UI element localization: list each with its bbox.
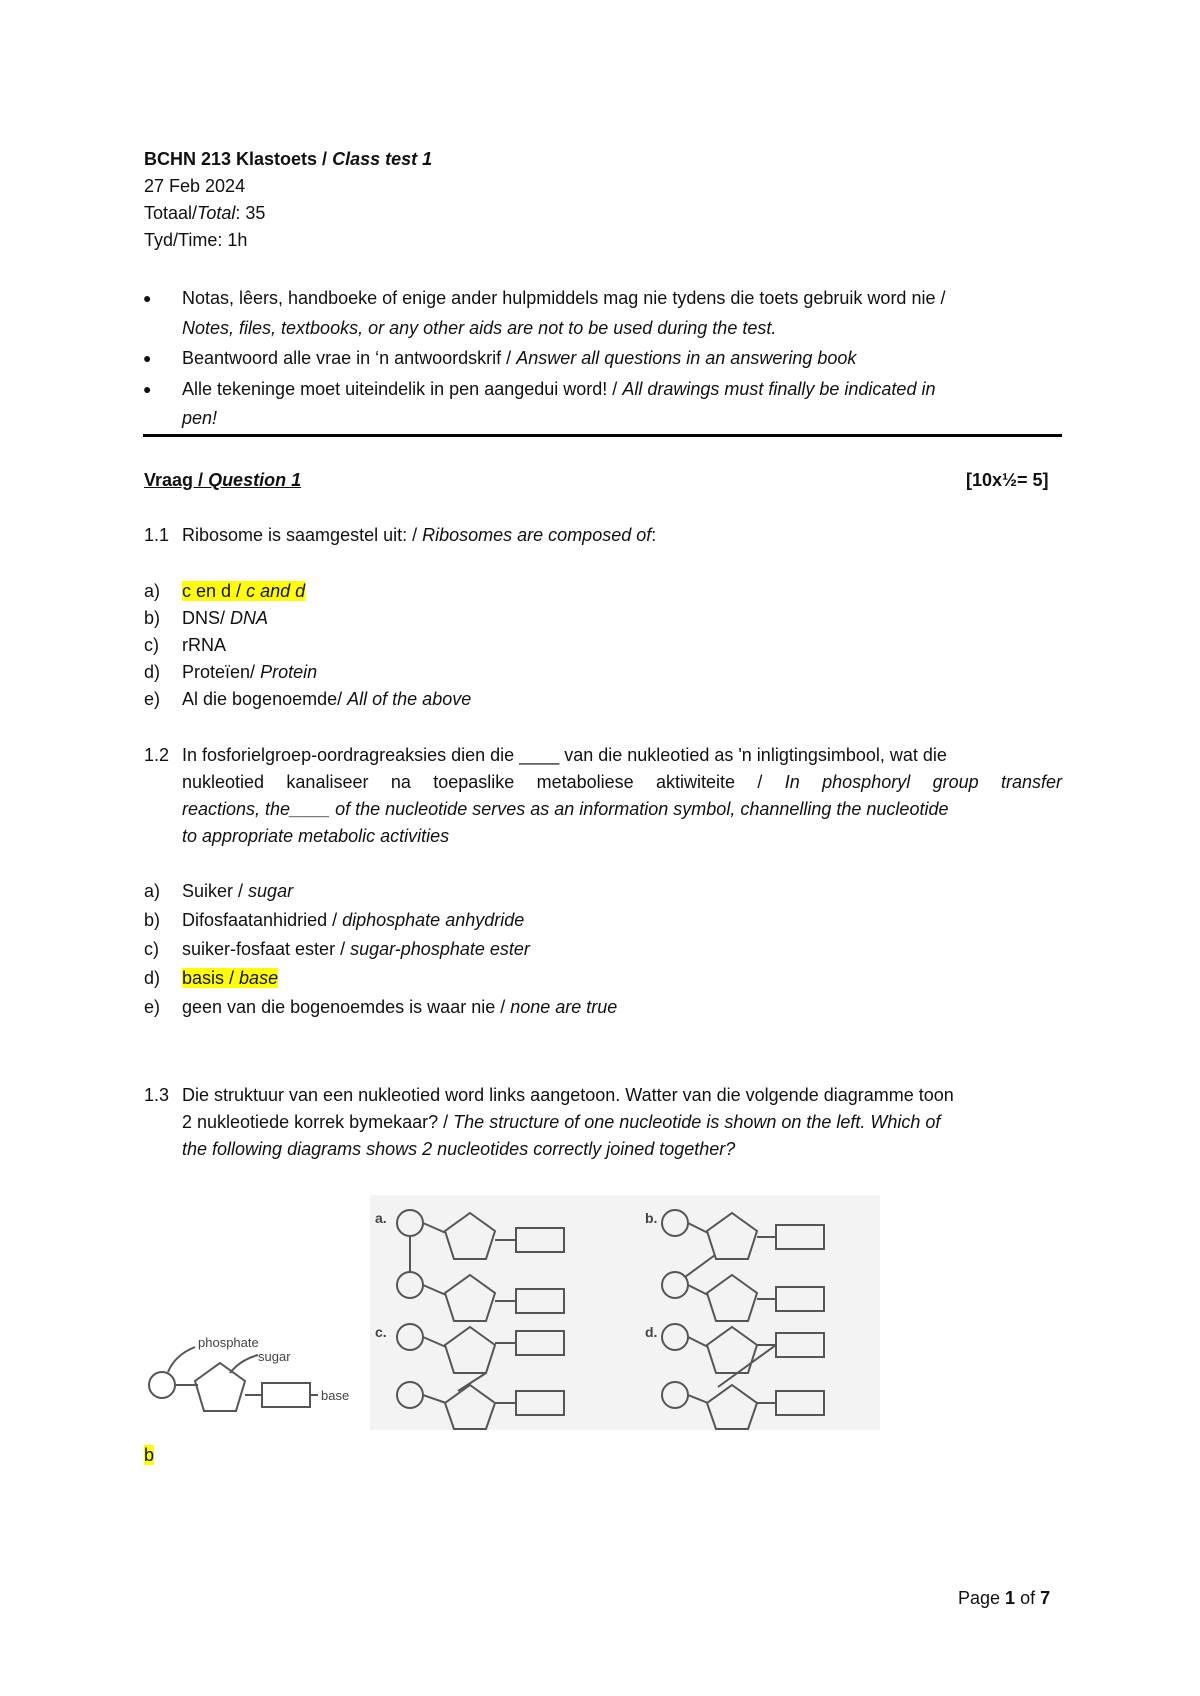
option-letter: d) [144, 968, 161, 988]
sugar-pentagon [445, 1327, 495, 1373]
option-letter: a) [144, 881, 161, 901]
q1-3-answer: b [144, 1445, 155, 1465]
bullet-icon: ● [143, 290, 152, 306]
nucleotide-diagrams [140, 1195, 880, 1435]
phosphate-bond [423, 1285, 446, 1295]
phosphate-circle [662, 1272, 688, 1298]
option-letter: e) [144, 689, 161, 709]
base-rectangle [776, 1391, 824, 1415]
exam-time: Tyd/Time: 1h [144, 230, 248, 250]
option-d: Proteïen/ Protein [182, 662, 318, 682]
base-rectangle [516, 1228, 564, 1252]
course-title-en: Class test 1 [332, 149, 433, 169]
backbone-bond [685, 1255, 715, 1277]
diagram-c [397, 1324, 564, 1429]
q1-2-line-4: to appropriate metabolic activities [182, 826, 450, 846]
option-letter: b) [144, 608, 161, 628]
diagram-b [662, 1210, 824, 1321]
diagram-a [397, 1210, 564, 1321]
sugar-pentagon [707, 1275, 757, 1321]
phosphate-bond [423, 1337, 446, 1347]
label-diagram-b: b. [645, 1210, 658, 1226]
option-letter: b) [144, 910, 161, 930]
q1-1-text: Ribosome is saamgestel uit: / Ribosomes are composed of: [182, 525, 657, 545]
nucleotide-figure [140, 1195, 880, 1435]
course-title [144, 146, 432, 173]
q1-2-line-1: In fosforielgroep-oordragreaksies dien die ____ van die nukleotied as 'n inligtingsimbool, wat die [182, 745, 947, 765]
q1-2-number: 1.2 [144, 745, 170, 765]
option-b: DNS/ DNA [182, 608, 269, 628]
sugar-pentagon [445, 1213, 495, 1259]
phosphate-bond [688, 1337, 708, 1347]
base-rectangle [776, 1287, 824, 1311]
option-letter: c) [144, 939, 159, 959]
phosphate-circle [662, 1382, 688, 1408]
label-diagram-d: d. [645, 1324, 658, 1340]
option-letter: e) [144, 997, 161, 1017]
base-rectangle [516, 1391, 564, 1415]
base-rectangle [516, 1331, 564, 1355]
label-sugar: sugar [258, 1349, 291, 1364]
q1-3-line-2: 2 nukleotiede korrek bymekaar? / The structure of one nucleotide is shown on the left. Which of [182, 1112, 941, 1132]
exam-total: Totaal/Total: 35 [144, 203, 266, 223]
option-a: Suiker / sugar [182, 881, 294, 901]
option-b: Difosfaatanhidried / diphosphate anhydride [182, 910, 525, 930]
bullet-icon: ● [143, 350, 152, 366]
phosphate-bond [688, 1395, 708, 1403]
question-1-title: Vraag / Question 1 [144, 470, 302, 490]
phosphate-circle [149, 1372, 175, 1398]
phosphate-circle [397, 1324, 423, 1350]
q1-3-line-1: Die struktuur van een nukleotied word links aangetoon. Watter van die volgende diagramme toon [182, 1085, 954, 1105]
base-rectangle [776, 1333, 824, 1357]
diagram-d [662, 1324, 824, 1429]
option-d: basis / base [182, 968, 279, 988]
label-phosphate: phosphate [198, 1335, 259, 1350]
label-base: base [321, 1388, 350, 1403]
phosphate-bond [688, 1285, 708, 1295]
base-rectangle [516, 1289, 564, 1313]
instruction-1-af: Notas, lêers, handboeke of enige ander hulpmiddels mag nie tydens die toets gebruik word nie / [182, 288, 946, 308]
course-title-af: BCHN 213 Klastoets / [144, 149, 328, 169]
option-c: suiker-fosfaat ester / sugar-phosphate ester [182, 939, 530, 959]
phosphate-circle [397, 1210, 423, 1236]
option-letter: c) [144, 635, 159, 655]
bullet-icon: ● [143, 381, 152, 397]
option-letter: d) [144, 662, 161, 682]
sugar-pentagon [707, 1213, 757, 1259]
instruction-3-cont: pen! [182, 408, 218, 428]
phosphate-circle [662, 1210, 688, 1236]
sugar-label-line [230, 1355, 258, 1373]
instruction-3: Alle tekeninge moet uiteindelik in pen aangedui word! / All drawings must finally be indicated in [182, 379, 936, 399]
phosphate-bond [423, 1395, 446, 1403]
sugar-pentagon [707, 1385, 757, 1429]
backbone-bond [458, 1373, 486, 1391]
question-1-marks: [10x½= 5] [966, 470, 1049, 490]
instruction-2: Beantwoord alle vrae in ‘n antwoordskrif / Answer all questions in an answering book [182, 348, 857, 368]
option-c: rRNA [182, 635, 226, 655]
sugar-pentagon [445, 1275, 495, 1321]
phosphate-circle [397, 1272, 423, 1298]
sugar-pentagon [707, 1327, 757, 1373]
option-e: geen van die bogenoemdes is waar nie / none are true [182, 997, 618, 1017]
q1-2-line-3: reactions, the____ of the nucleotide serves as an information symbol, channelling the nucleotide [182, 799, 949, 819]
single-nucleotide [149, 1347, 318, 1411]
backbone-bond [718, 1345, 776, 1387]
instruction-1-en: Notes, files, textbooks, or any other aids are not to be used during the test. [182, 318, 777, 338]
option-e: Al die bogenoemde/ All of the above [182, 689, 472, 709]
phosphate-bond [688, 1223, 708, 1233]
option-a: c en d / c and d [182, 581, 306, 601]
q1-1-number: 1.1 [144, 525, 170, 545]
page-number: Page 1 of 7 [958, 1588, 1051, 1608]
phosphate-circle [397, 1382, 423, 1408]
phosphate-bond [423, 1223, 446, 1233]
phosphate-label-line [168, 1347, 195, 1372]
q1-3-line-3: the following diagrams shows 2 nucleotides correctly joined together? [182, 1139, 736, 1159]
base-rectangle [262, 1383, 310, 1407]
base-rectangle [776, 1225, 824, 1249]
phosphate-circle [662, 1324, 688, 1350]
sugar-pentagon [195, 1363, 245, 1411]
exam-date: 27 Feb 2024 [144, 176, 246, 196]
option-letter: a) [144, 581, 161, 601]
label-diagram-c: c. [375, 1324, 387, 1340]
sugar-pentagon [445, 1385, 495, 1429]
q1-2-line-2: nukleotied kanaliseer na toepaslike metaboliese aktiwiteite / In phosphoryl group transfer [182, 772, 1062, 792]
q1-3-number: 1.3 [144, 1085, 170, 1105]
label-diagram-a: a. [375, 1210, 387, 1226]
section-divider [143, 434, 1062, 437]
